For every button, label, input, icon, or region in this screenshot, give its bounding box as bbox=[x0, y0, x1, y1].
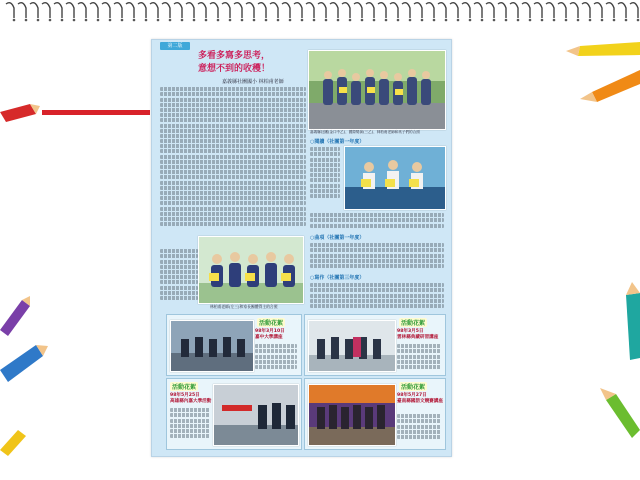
spiral-coil bbox=[450, 3, 458, 18]
spiral-hole bbox=[601, 19, 604, 22]
spiral-hole bbox=[385, 19, 388, 22]
section-2-text bbox=[310, 242, 444, 270]
activity-panel-3 bbox=[166, 378, 302, 450]
panel-2-logo: 活動花絮 bbox=[401, 320, 426, 327]
spiral-coil bbox=[138, 3, 146, 18]
spiral-hole bbox=[589, 19, 592, 22]
spiral-coil bbox=[498, 3, 506, 18]
panel-4-text bbox=[397, 413, 441, 443]
newsletter-page bbox=[151, 39, 452, 457]
spiral-coil bbox=[234, 3, 242, 18]
section-3-text bbox=[310, 282, 444, 314]
spiral-coil bbox=[582, 3, 590, 18]
spiral-coil bbox=[306, 3, 314, 18]
pencil-yellow-left bbox=[0, 430, 26, 456]
section-head-2: ○曲項（社團第一年度） bbox=[310, 235, 365, 241]
section-head-3: ○寫作（社團第三年度） bbox=[310, 275, 365, 281]
spiral-hole bbox=[133, 19, 136, 22]
headline bbox=[164, 50, 304, 76]
spiral-hole bbox=[145, 19, 148, 22]
spiral-hole bbox=[61, 19, 64, 22]
spiral-coil bbox=[546, 3, 554, 18]
activity-panel-2 bbox=[304, 314, 446, 376]
spiral-coil bbox=[438, 3, 446, 18]
spiral-coil bbox=[426, 3, 434, 18]
pencil-red-left bbox=[0, 104, 40, 122]
pencil-green-right bbox=[600, 388, 640, 438]
spiral-hole bbox=[301, 19, 304, 22]
spiral-hole bbox=[421, 19, 424, 22]
pencil-orange-right bbox=[580, 70, 640, 102]
spiral-hole bbox=[157, 19, 160, 22]
spiral-hole bbox=[181, 19, 184, 22]
spiral-hole bbox=[121, 19, 124, 22]
photo-teacher-parents bbox=[198, 236, 304, 304]
spiral-hole bbox=[505, 19, 508, 22]
spiral-coil bbox=[570, 3, 578, 18]
spiral-hole bbox=[409, 19, 412, 22]
panel-4-title: 臺南縣國語文競賽講座 bbox=[397, 399, 443, 404]
pencil-purple-left bbox=[0, 296, 30, 336]
spiral-coil bbox=[606, 3, 614, 18]
spiral-coil bbox=[330, 3, 338, 18]
spiral-coil bbox=[486, 3, 494, 18]
spiral-hole bbox=[481, 19, 484, 22]
spiral-hole bbox=[541, 19, 544, 22]
pencil-teal-right bbox=[626, 282, 640, 360]
spiral-coil bbox=[474, 3, 482, 18]
spiral-hole bbox=[349, 19, 352, 22]
spiral-coil bbox=[282, 3, 290, 18]
section-head-1: ○閱讀（社團第一年度） bbox=[310, 139, 365, 145]
panel-4-photo bbox=[308, 384, 396, 446]
spiral-coil bbox=[54, 3, 62, 18]
spiral-hole bbox=[529, 19, 532, 22]
spiral-hole bbox=[25, 19, 28, 22]
spiral-hole bbox=[265, 19, 268, 22]
spiral-coil bbox=[78, 3, 86, 18]
spiral-hole bbox=[325, 19, 328, 22]
pencil-yellow-right bbox=[566, 42, 640, 56]
spiral-hole bbox=[217, 19, 220, 22]
spiral-hole bbox=[361, 19, 364, 22]
spiral-coil bbox=[174, 3, 182, 18]
spiral-hole bbox=[289, 19, 292, 22]
spiral-coil bbox=[594, 3, 602, 18]
spiral-hole bbox=[97, 19, 100, 22]
spiral-hole bbox=[457, 19, 460, 22]
spiral-coil bbox=[66, 3, 74, 18]
spiral-hole bbox=[397, 19, 400, 22]
panel-3-logo: 活動花絮 bbox=[172, 384, 197, 391]
spiral-hole bbox=[37, 19, 40, 22]
spiral-coil bbox=[510, 3, 518, 18]
spiral-hole bbox=[493, 19, 496, 22]
spiral-coil bbox=[114, 3, 122, 18]
spiral-coil bbox=[414, 3, 422, 18]
spiral-hole bbox=[313, 19, 316, 22]
panel-2-title: 雲林縣典藏研習講座 bbox=[397, 335, 439, 340]
spiral-hole bbox=[193, 19, 196, 22]
section-1-text-b bbox=[310, 212, 444, 230]
spiral-hole bbox=[613, 19, 616, 22]
spiral-coil bbox=[150, 3, 158, 18]
spiral-coil bbox=[198, 3, 206, 18]
spiral-coil bbox=[246, 3, 254, 18]
spiral-coil bbox=[342, 3, 350, 18]
spiral-coil bbox=[534, 3, 542, 18]
spiral-hole bbox=[229, 19, 232, 22]
spiral-hole bbox=[13, 19, 16, 22]
panel-1-date: 98年3月10日 bbox=[255, 329, 285, 334]
panel-3-photo bbox=[213, 384, 299, 446]
spiral-coil bbox=[522, 3, 530, 18]
article-body-left-narrow bbox=[160, 248, 198, 308]
spiral-coil bbox=[102, 3, 110, 18]
spiral-coil bbox=[222, 3, 230, 18]
panel-1-title: 嘉中大學講座 bbox=[255, 335, 283, 340]
spiral-coil bbox=[42, 3, 50, 18]
spiral-hole bbox=[109, 19, 112, 22]
spiral-coil bbox=[630, 3, 638, 18]
spiral-hole bbox=[373, 19, 376, 22]
caption-middle: 林柏甫老師(左三)和家長團體得主的合照 bbox=[210, 304, 278, 309]
spiral-hole bbox=[85, 19, 88, 22]
spiral-coil bbox=[258, 3, 266, 18]
spiral-coil bbox=[30, 3, 38, 18]
spiral-hole bbox=[277, 19, 280, 22]
headline-line2: 意想不到的收穫！ bbox=[197, 64, 270, 74]
caption-top: 嘉義縣社團(金口中乙)、國際獎演(三乙)、林柏甫老師和孩子們的合照 bbox=[310, 130, 420, 134]
spiral-coil bbox=[462, 3, 470, 18]
spiral-coil bbox=[162, 3, 170, 18]
photo-students-prize bbox=[344, 146, 446, 210]
panel-3-date: 98年5月25日 bbox=[170, 393, 200, 398]
panel-1-logo: 活動花絮 bbox=[259, 320, 284, 327]
spiral-hole bbox=[241, 19, 244, 22]
spiral-hole bbox=[337, 19, 340, 22]
spiral-binding bbox=[0, 0, 640, 26]
spiral-coil bbox=[210, 3, 218, 18]
panel-1-photo bbox=[170, 320, 254, 372]
byline: 嘉義縣社團國小 林柏甫老師 bbox=[222, 79, 284, 85]
spiral-hole bbox=[625, 19, 628, 22]
spiral-hole bbox=[637, 19, 640, 22]
panel-2-text bbox=[397, 343, 441, 371]
panel-2-date: 98年3月5日 bbox=[397, 329, 424, 334]
panel-4-date: 98年5月27日 bbox=[397, 393, 427, 398]
spiral-coil bbox=[618, 3, 626, 18]
activity-panel-4 bbox=[304, 378, 446, 450]
panel-2-photo bbox=[308, 320, 396, 372]
spiral-coil bbox=[354, 3, 362, 18]
spiral-hole bbox=[565, 19, 568, 22]
spiral-hole bbox=[205, 19, 208, 22]
spiral-hole bbox=[433, 19, 436, 22]
spiral-coil bbox=[402, 3, 410, 18]
spiral-coil bbox=[390, 3, 398, 18]
spiral-hole bbox=[517, 19, 520, 22]
red-rule bbox=[42, 110, 150, 115]
spiral-coil bbox=[318, 3, 326, 18]
pencil-blue-left bbox=[0, 345, 48, 382]
spiral-coil bbox=[270, 3, 278, 18]
headline-line1: 多看多寫多思考， bbox=[197, 51, 270, 61]
spiral-hole bbox=[553, 19, 556, 22]
panel-4-logo: 活動花絮 bbox=[401, 384, 426, 391]
spiral-coil bbox=[186, 3, 194, 18]
activity-panel-1 bbox=[166, 314, 302, 376]
spiral-hole bbox=[169, 19, 172, 22]
spiral-coil bbox=[18, 3, 26, 18]
spiral-hole bbox=[445, 19, 448, 22]
spiral-hole bbox=[49, 19, 52, 22]
spiral-coil bbox=[126, 3, 134, 18]
spiral-coil bbox=[558, 3, 566, 18]
spiral-hole bbox=[253, 19, 256, 22]
spiral-hole bbox=[577, 19, 580, 22]
spiral-hole bbox=[469, 19, 472, 22]
page-badge: 第二版 bbox=[160, 42, 190, 50]
panel-3-text bbox=[170, 407, 210, 445]
spiral-coil bbox=[294, 3, 302, 18]
spiral-hole bbox=[73, 19, 76, 22]
spiral-coil bbox=[366, 3, 374, 18]
spiral-coil bbox=[378, 3, 386, 18]
section-1-text bbox=[310, 146, 340, 210]
panel-1-text bbox=[255, 343, 297, 371]
article-body-left bbox=[160, 86, 306, 246]
photo-group-top bbox=[308, 50, 446, 130]
panel-3-title: 高雄縣內嘉大學活動 bbox=[170, 399, 212, 404]
spiral-coil bbox=[90, 3, 98, 18]
spiral-coil bbox=[6, 3, 14, 18]
